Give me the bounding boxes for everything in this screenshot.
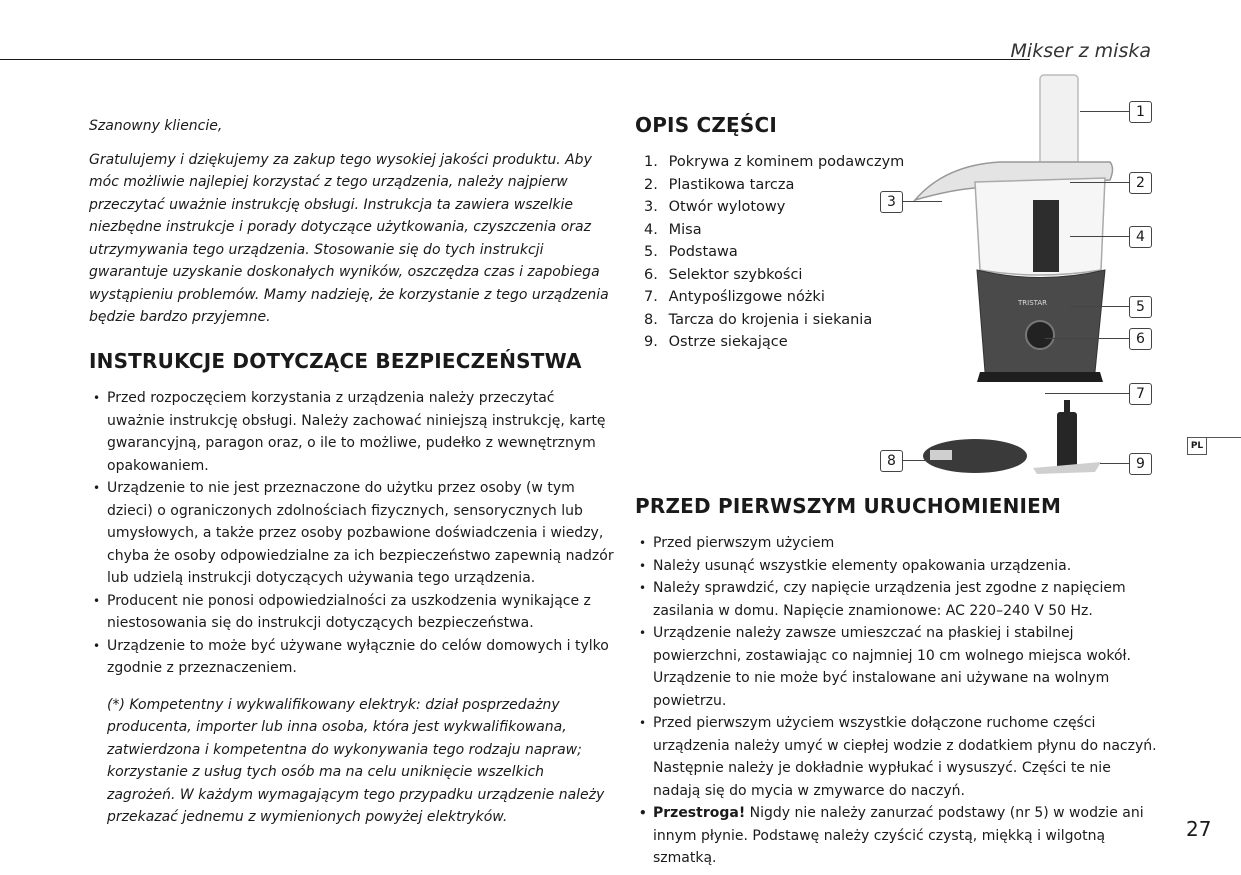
- first-use-item: • Należy usunąć wszystkie elementy opakowania urządzenia.: [635, 555, 1160, 578]
- parts-heading: OPIS CZĘŚCI: [635, 113, 778, 137]
- feed-chute-part: [1040, 75, 1078, 175]
- first-use-item: • Należy sprawdzić, czy napięcie urządzenia jest zgodne z napięciem zasilania w domu. Napięcie znamionowe: AC 220–240 V 50 Hz.: [635, 577, 1160, 622]
- parts-item-label: Selektor szybkości: [668, 266, 803, 283]
- first-use-section: [635, 494, 1160, 870]
- callout-leader: [1045, 393, 1129, 394]
- parts-section: [635, 113, 904, 354]
- safety-item: • Urządzenie to może być używane wyłącznie do celów domowych i tylko zgodnie z przeznaczeniem.: [89, 635, 614, 680]
- parts-item: [635, 309, 904, 332]
- callout-1: 1: [1129, 101, 1152, 123]
- parts-item-label: Otwór wylotowy: [668, 199, 786, 215]
- callout-leader: [902, 201, 942, 202]
- parts-item-label: Misa: [668, 221, 702, 238]
- warning-label: Przestroga!: [653, 805, 746, 821]
- speed-selector-part: [1026, 321, 1054, 349]
- blade-shaft-part: [1033, 200, 1059, 272]
- parts-item-label: Tarcza do krojenia i siekania: [668, 311, 873, 328]
- food-processor-illustration: [905, 70, 1155, 480]
- language-tab: PL: [1187, 437, 1207, 455]
- parts-item-label: Pokrywa z kominem podawczym: [668, 154, 905, 170]
- parts-item-number: 1.: [644, 154, 658, 170]
- parts-item-number: 8.: [644, 311, 658, 328]
- parts-item-number: 6.: [644, 266, 658, 283]
- callout-9: 9: [1129, 453, 1152, 475]
- parts-item: [635, 219, 904, 242]
- callout-leader: [1070, 306, 1129, 307]
- language-tab-rule: [1206, 437, 1241, 438]
- parts-item-label: Antypoślizgowe nóżki: [668, 289, 825, 305]
- safety-heading: INSTRUKCJE DOTYCZĄCE BEZPIECZEŃSTWA: [89, 349, 582, 373]
- callout-leader: [1045, 338, 1129, 339]
- parts-item: [635, 151, 904, 174]
- page-header-title: Mikser z miska: [1010, 40, 1151, 62]
- callout-leader: [1070, 182, 1129, 183]
- warning-text: Nigdy nie należy zanurzać podstawy (nr 5) w wodzie ani innym płynie. Podstawę należy czyścić czystą, miękką i wilgotną szmatką.: [653, 805, 1144, 866]
- parts-item: [635, 241, 904, 264]
- callout-6: 6: [1129, 328, 1152, 350]
- callout-8: 8: [880, 450, 903, 472]
- first-use-list: [635, 532, 1160, 870]
- first-use-item: • Przed pierwszym użyciem: [635, 532, 1160, 555]
- callout-4: 4: [1129, 226, 1152, 248]
- safety-section: [89, 349, 614, 829]
- parts-item: [635, 286, 904, 309]
- electrician-note: (*) Kompetentny i wykwalifikowany elektryk: dział posprzedażny producenta, importer lub inna osoba, która jest wykwalifikowana, zatwierdzona i kompetentna do wykonywania tego rodzaju napraw; korzystanie z usług tych osób ma na celu uniknięcie wszelkich zagrożeń. W każdym wymagającym tego przypadku urządzenie należy przekazać jednemu z wymienionych powyżej elektryków.: [107, 696, 605, 825]
- safety-item: • Przed rozpoczęciem korzystania z urządzenia należy przeczytać uważnie instrukcję obsługi. Należy zachować niniejszą instrukcję, kartę gwarancyjną, paragon oraz, o ile to możliwe, pudełko z wewnętrznym opakowaniem.: [89, 387, 614, 477]
- chopping-blade-tip: [1064, 400, 1070, 414]
- callout-3: 3: [880, 191, 903, 213]
- parts-item-label: Podstawa: [668, 244, 738, 260]
- page-number: 27: [1186, 817, 1212, 841]
- callout-5: 5: [1129, 296, 1152, 318]
- parts-item: [635, 174, 904, 197]
- slicing-disc-blades: [930, 450, 952, 460]
- parts-item-number: 7.: [644, 289, 658, 305]
- callout-7: 7: [1129, 383, 1152, 405]
- callout-2: 2: [1129, 172, 1152, 194]
- parts-item-number: 5.: [644, 244, 658, 260]
- parts-item-number: 2.: [644, 176, 658, 193]
- callout-leader: [1080, 111, 1129, 112]
- first-use-warning: [635, 802, 1160, 870]
- brand-label: TRISTAR: [1018, 299, 1048, 307]
- safety-item: • Producent nie ponosi odpowiedzialności za uszkodzenia wynikające z niestosowania się do instrukcji dotyczących bezpieczeństwa.: [89, 590, 614, 635]
- callout-leader: [1070, 236, 1129, 237]
- parts-item: [635, 264, 904, 287]
- intro-section: [89, 115, 609, 340]
- first-use-heading: PRZED PIERWSZYM URUCHOMIENIEM: [635, 494, 1062, 518]
- parts-item-number: 9.: [644, 334, 658, 350]
- first-use-item: • Przed pierwszym użyciem wszystkie dołączone ruchome części urządzenia należy umyć w ciepłej wodzie z dodatkiem płynu do naczyń. Następnie należy je dokładnie wypłukać i wysuszyć. Części te nie nadają się do mycia w zmywarce do naczyń.: [635, 712, 1160, 802]
- intro-body: Gratulujemy i dziękujemy za zakup tego wysokiej jakości produktu. Aby móc możliwie najlepiej korzystać z tego urządzenia, należy najpierw przeczytać uważnie instrukcję obsługi. Instrukcja ta zawiera wszelkie niezbędne instrukcje i porady dotyczące użytkowania, czyszczenia oraz utrzymywania tego urządzenia. Stosowanie się do tych instrukcji gwarantuje uzyskanie doskonałych wyników, oszczędza czas i zapobiega wystąpieniu problemów. Mamy nadzieję, że korzystanie z tego urządzenia będzie bardzo przyjemne.: [89, 151, 609, 325]
- parts-item-label: Ostrze siekające: [668, 334, 788, 350]
- parts-list: [635, 151, 904, 354]
- parts-item: [635, 196, 904, 219]
- first-use-item: • Urządzenie należy zawsze umieszczać na płaskiej i stabilnej powierzchni, zostawiając co najmniej 10 cm wolnego miejsca wokół. Urządzenie to nie może być instalowane ani używane na wolnym powietrzu.: [635, 622, 1160, 712]
- callout-leader: [1100, 463, 1129, 464]
- parts-item-number: 4.: [644, 221, 658, 238]
- safety-list: [89, 387, 614, 680]
- parts-item: [635, 331, 904, 354]
- chopping-blade-part: [1057, 412, 1077, 470]
- callout-leader: [902, 460, 927, 461]
- header-rule: [0, 59, 1030, 60]
- parts-item-number: 3.: [644, 199, 658, 215]
- parts-item-label: Plastikowa tarcza: [668, 176, 795, 193]
- intro-greeting: Szanowny kliencie,: [89, 118, 223, 134]
- feet-part: [977, 372, 1103, 382]
- safety-item: • Urządzenie to nie jest przeznaczone do użytku przez osoby (w tym dzieci) o ograniczonych zdolnościach fizycznych, sensorycznych lub umysłowych, a także przez osoby pozbawione doświadczenia i wiedzy, chyba że osoby odpowiedzialne za ich bezpieczeństwo zapewnią nadzór lub udzielą instrukcji dotyczących używania tego urządzenia.: [89, 477, 614, 590]
